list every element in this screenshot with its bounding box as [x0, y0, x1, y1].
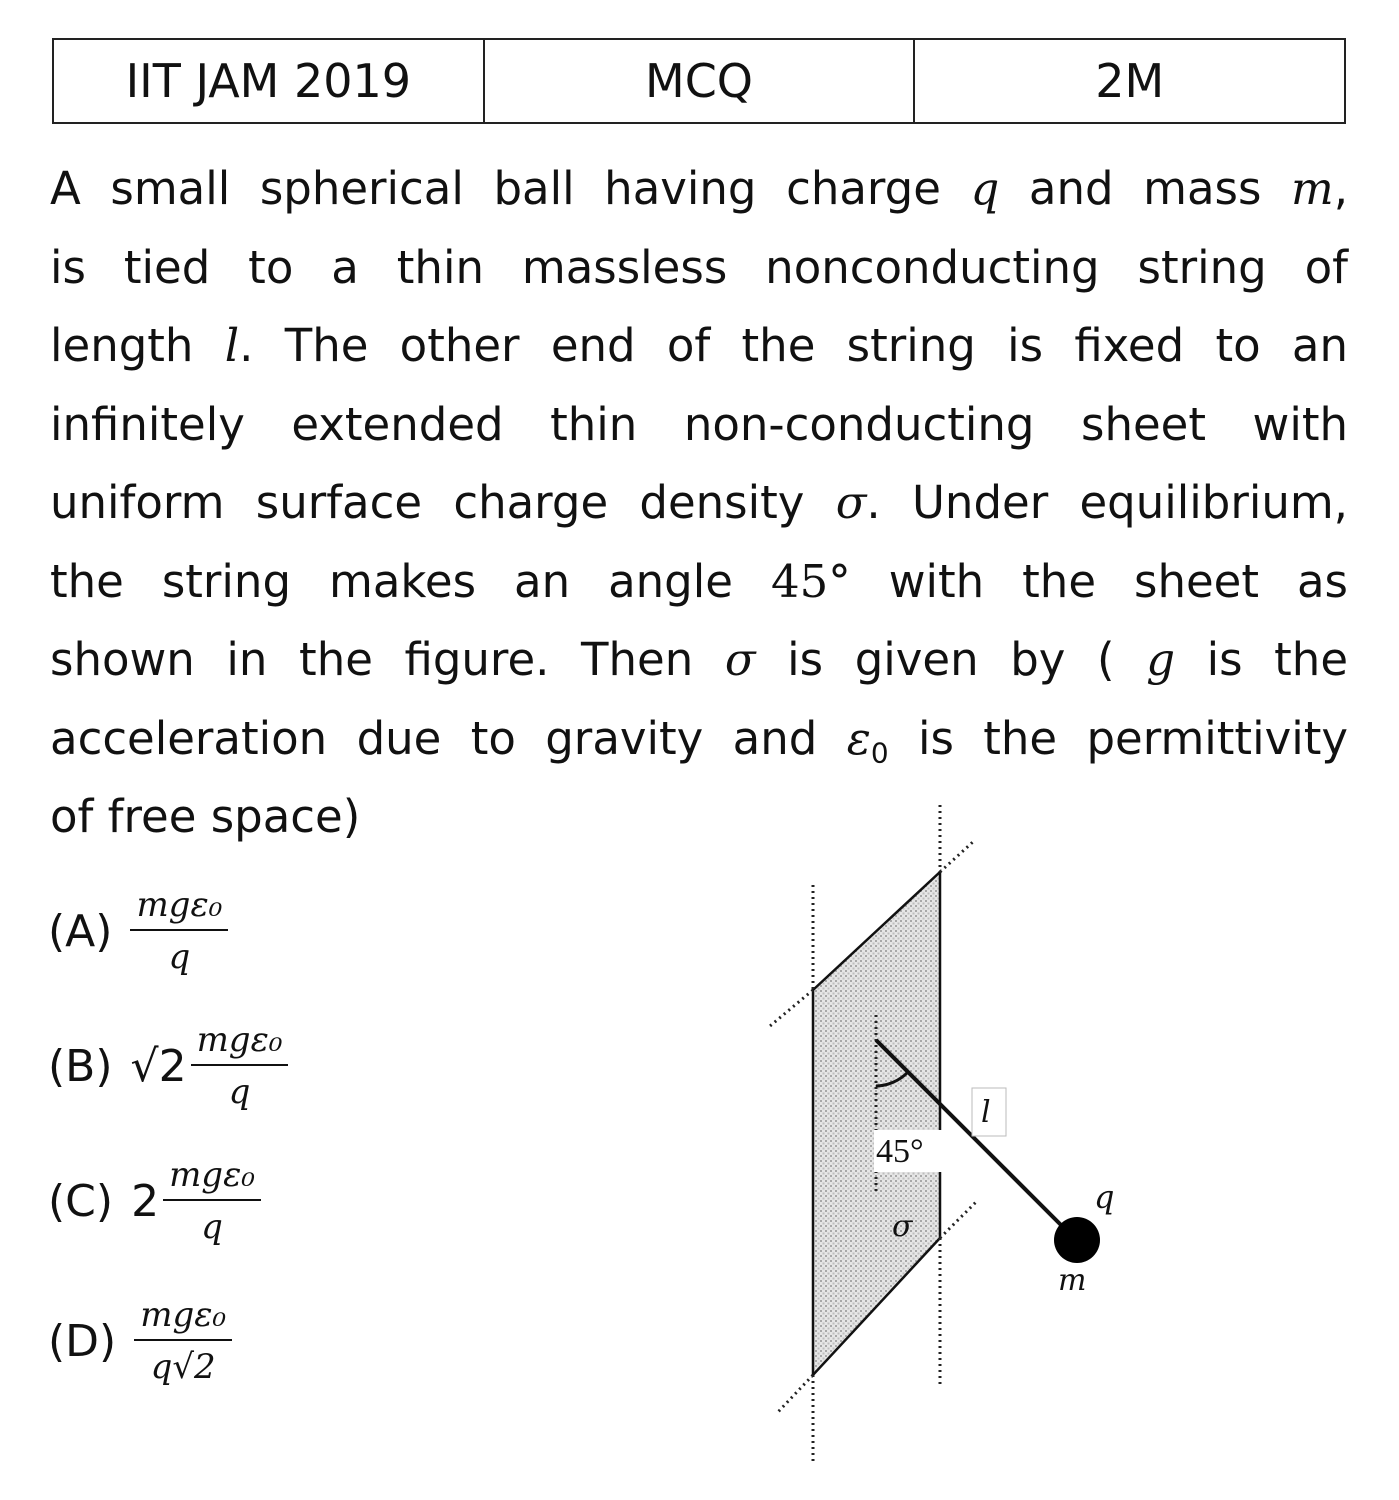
charged-ball — [1054, 1217, 1100, 1263]
fraction — [134, 1295, 232, 1387]
fraction-numerator: mgε₀ — [130, 885, 228, 931]
figure — [760, 800, 1120, 1484]
question-marks: 2M — [1095, 54, 1165, 108]
question-line: uniform surface charge density σ. Under equilibrium, — [50, 476, 1348, 529]
string-length-label: l — [981, 1095, 991, 1130]
option-prefix: 2 — [131, 1175, 160, 1227]
question-line: of free space) — [50, 790, 361, 843]
option-a[interactable] — [48, 885, 228, 977]
fraction-numerator: mgε₀ — [191, 1020, 289, 1066]
question-type: MCQ — [485, 40, 916, 122]
fraction-numerator: mgε₀ — [163, 1155, 261, 1201]
option-b[interactable] — [48, 1020, 288, 1112]
question-line: length l. The other end of the string is fixed to an — [50, 319, 1348, 372]
question-line: shown in the figure. Then σ is given by ( g is the — [50, 633, 1348, 686]
option-label: (D) — [48, 1315, 117, 1367]
fraction — [191, 1020, 289, 1112]
question-line: A small spherical ball having charge q and mass m, — [50, 162, 1349, 215]
question-text — [50, 150, 1348, 857]
fraction-denominator: q — [228, 1072, 251, 1112]
question-line: the string makes an angle 45° with the sheet as — [50, 554, 1348, 608]
question-line: acceleration due to gravity and $\varepsilon_0$ is the permittivity — [50, 711, 1348, 769]
fraction — [130, 885, 228, 977]
fraction-numerator: mgε₀ — [134, 1295, 232, 1341]
question-line: is tied to a thin massless nonconducting string of — [50, 240, 1348, 294]
fraction-denominator: q√2 — [150, 1347, 216, 1387]
option-prefix: √2 — [130, 1040, 187, 1092]
fraction — [163, 1155, 261, 1247]
angle-label: 45° — [876, 1133, 924, 1170]
option-label: (C) — [48, 1175, 114, 1227]
ball-mass-label: m — [1058, 1263, 1087, 1298]
fraction-denominator: q — [168, 937, 191, 977]
option-label: (A) — [48, 905, 113, 957]
fraction-denominator: q — [201, 1207, 223, 1247]
header-table — [52, 38, 1346, 124]
sheet-charge-label: σ — [892, 1209, 913, 1244]
ball-charge-label: q — [1094, 1178, 1115, 1216]
option-d[interactable] — [48, 1295, 232, 1387]
question-line: infinitely extended thin non-conducting sheet with — [50, 397, 1348, 451]
option-c[interactable] — [48, 1155, 261, 1247]
figure-svg — [760, 800, 1120, 1480]
exam-name: IIT JAM 2019 — [54, 40, 485, 122]
option-label: (B) — [48, 1040, 113, 1092]
